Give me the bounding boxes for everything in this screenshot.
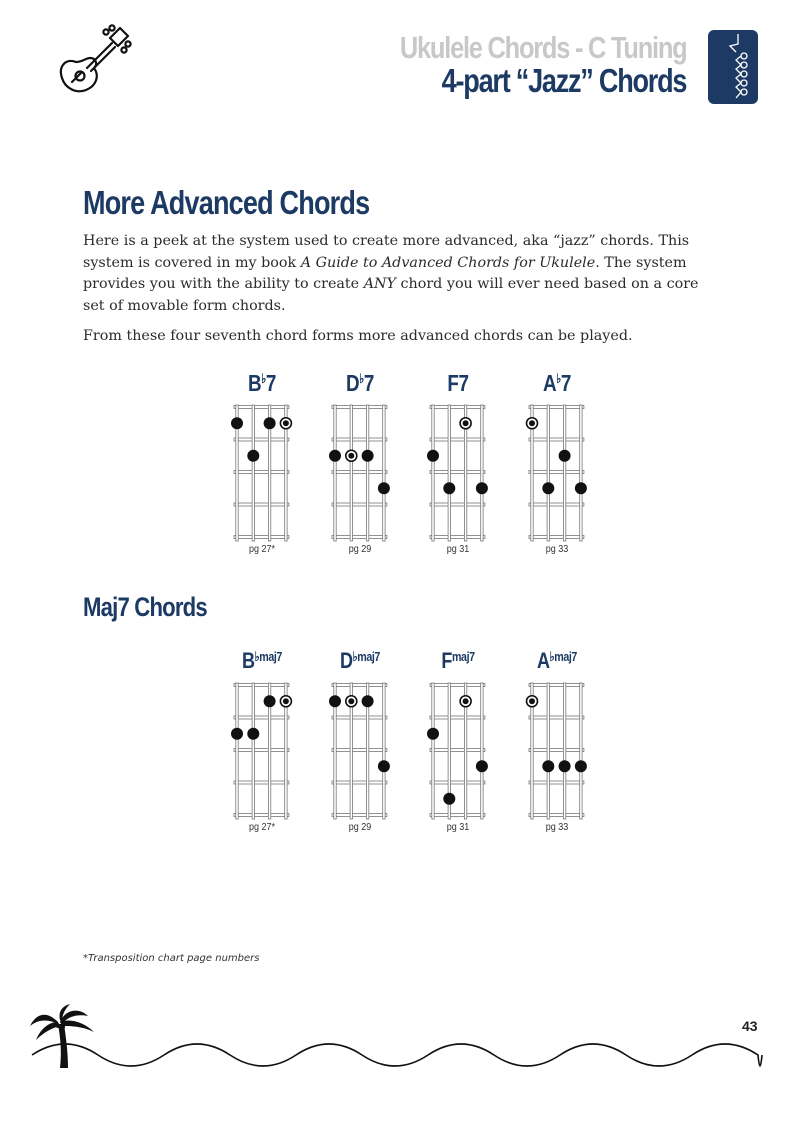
- finger-dot: [362, 450, 374, 462]
- chord-accidental: ♭: [261, 371, 266, 386]
- page-reference: pg 29: [348, 544, 372, 555]
- chord-suffix: maj7: [451, 649, 475, 664]
- page-reference: pg 27*: [248, 822, 276, 833]
- chord-accidental: ♭: [254, 649, 260, 664]
- finger-dot: [231, 417, 243, 429]
- root-note-dot: [280, 418, 291, 429]
- finger-dot: [378, 482, 390, 494]
- finger-dot: [559, 760, 571, 772]
- chord-accidental: ♭: [549, 649, 555, 664]
- fretboard-grid: [403, 403, 513, 553]
- chord-name: [512, 370, 602, 397]
- chord-suffix: maj7: [357, 649, 380, 664]
- chord-suffix: maj7: [259, 649, 282, 664]
- chord-accidental: ♭: [556, 371, 561, 386]
- finger-dot: [542, 482, 554, 494]
- finger-dot: [362, 695, 374, 707]
- finger-dot: [329, 450, 341, 462]
- finger-dot: [443, 793, 455, 805]
- chord-suffix: 7: [560, 370, 571, 396]
- finger-dot: [247, 728, 259, 740]
- finger-dot: [329, 695, 341, 707]
- chord-suffix: 7: [458, 370, 469, 396]
- root-note-dot: [527, 696, 538, 707]
- root-note-dot: [460, 418, 471, 429]
- header-title: 4-part “Jazz” Chords: [441, 62, 686, 99]
- intro-text-c: chord you will ever need based on a core set of movable form chords.: [83, 276, 699, 314]
- root-note-dot: [527, 418, 538, 429]
- finger-dot: [476, 760, 488, 772]
- finger-dot: [559, 450, 571, 462]
- page-reference: pg 33: [545, 544, 569, 555]
- fretboard-grid: [502, 681, 612, 831]
- ukulele-icon: [54, 24, 134, 108]
- chord-root: A: [537, 648, 550, 673]
- chord-name: [315, 370, 405, 397]
- chord-root: F: [441, 648, 452, 673]
- section-heading-maj7: Maj7 Chords: [83, 592, 207, 622]
- fretboard-grid: [403, 681, 513, 831]
- finger-dot: [231, 728, 243, 740]
- root-note-dot: [280, 696, 291, 707]
- chord-root: B: [242, 648, 255, 673]
- chord-name: [217, 370, 307, 397]
- chord-suffix: 7: [265, 370, 276, 396]
- header-subtitle: Ukulele Chords - C Tuning: [399, 30, 686, 65]
- page-reference: pg 33: [545, 822, 569, 833]
- finger-dot: [443, 482, 455, 494]
- page-reference: pg 31: [446, 822, 470, 833]
- finger-dot: [378, 760, 390, 772]
- chord-name: [315, 648, 405, 674]
- section-heading-advanced: More Advanced Chords: [83, 184, 370, 221]
- page-reference: pg 29: [348, 822, 372, 833]
- uke-strings-icon: [708, 30, 758, 104]
- chord-name: [217, 648, 307, 674]
- finger-dot: [247, 450, 259, 462]
- intro-text-b: The system provides you with the ability to create: [83, 254, 687, 292]
- chord-name: [413, 370, 503, 397]
- page-number: 43: [742, 1018, 758, 1034]
- chord-root: F: [447, 370, 459, 396]
- emphasis-any: ANY: [363, 276, 396, 292]
- finger-dot: [427, 728, 439, 740]
- footnote: *Transposition chart page numbers: [83, 953, 260, 964]
- fretboard-grid: [305, 681, 415, 831]
- chord-root: A: [543, 370, 557, 396]
- chord-root: D: [346, 370, 360, 396]
- finger-dot: [427, 450, 439, 462]
- chord-accidental: ♭: [352, 649, 358, 664]
- forms-paragraph: From these four seventh chord forms more advanced chords can be played.: [83, 328, 633, 344]
- chord-name: [413, 648, 503, 674]
- chord-suffix: maj7: [554, 649, 577, 664]
- chord-suffix: 7: [363, 370, 374, 396]
- book-title: A Guide to Advanced Chords for Ukulele.: [300, 254, 600, 271]
- fretboard-grid: [305, 403, 415, 553]
- wave-line-icon: [0, 1000, 794, 1127]
- finger-dot: [575, 482, 587, 494]
- chord-name: [512, 648, 602, 674]
- chord-root: D: [340, 648, 353, 673]
- palm-tree-icon: [30, 1004, 94, 1068]
- page-reference: pg 31: [446, 544, 470, 555]
- finger-dot: [476, 482, 488, 494]
- chord-accidental: ♭: [359, 371, 364, 386]
- intro-text-a: Here is a peek at the system used to create more advanced, aka “jazz” chords. This system is covered in my book: [83, 233, 690, 271]
- intro-paragraph: [83, 231, 723, 317]
- page-reference: pg 27*: [248, 544, 276, 555]
- chord-root: B: [248, 370, 262, 396]
- finger-dot: [264, 417, 276, 429]
- root-note-dot: [460, 696, 471, 707]
- finger-dot: [264, 695, 276, 707]
- finger-dot: [575, 760, 587, 772]
- fretboard-grid: [207, 403, 317, 553]
- fretboard-grid: [207, 681, 317, 831]
- root-note-dot: [346, 450, 357, 461]
- fretboard-grid: [502, 403, 612, 553]
- finger-dot: [542, 760, 554, 772]
- root-note-dot: [346, 696, 357, 707]
